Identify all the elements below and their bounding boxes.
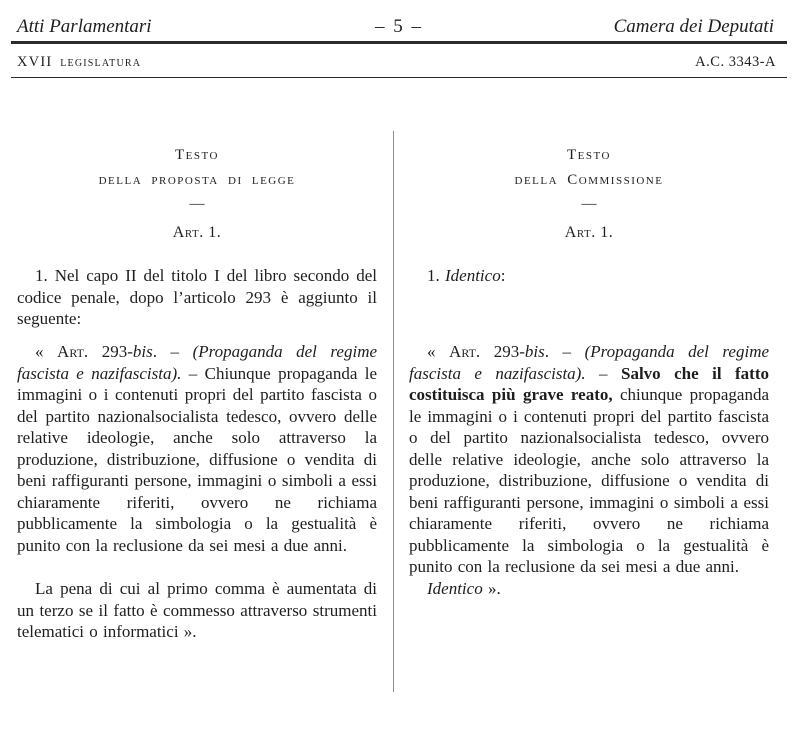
paragraph: « Art. 293-bis. – (Propaganda del regime fascista e nazifascista). – Salvo che il fatto costituisca più grave reato, chiunque propaganda le immagini o i contenuti propri del partito fascista o del partito nazionalsocialista tedesco, ovvero delle relative ideologie, anche solo attraverso la produzione, distribuzione, diffusione o vendita di beni raffiguranti persone, immagini o simboli a essi chiaramente riferiti, ovvero ne richiama pubblicamente la simbologia o la gestualità è punito con la reclusione da sei mesi a due anni. [409,342,770,576]
journal-title: Atti Parlamentari [17,16,152,37]
first-paragraph-row [17,265,377,341]
heading-dash: — [581,196,597,212]
comparison-columns [0,78,798,643]
article-heading: Art. 1. [172,224,222,241]
column-heading [17,143,377,193]
column-heading [409,143,769,193]
act-number: A.C. 3343-A [695,54,776,70]
column-proposta-di-legge [17,78,377,643]
page-header [0,0,798,78]
legislature-label: XVII legislatura [17,54,142,70]
paragraph: 1. Nel capo II del titolo I del libro secondo del codice penale, dopo l’articolo 293 è aggiunto il seguente: [17,266,377,328]
chamber-title: Camera dei Deputati [613,16,774,37]
column-body [17,265,377,643]
column-commissione [409,78,769,643]
column-heading-line2: della Commissione [514,172,664,188]
column-heading-line1: Testo [567,147,611,163]
heading-dash: — [189,196,205,212]
article-heading: Art. 1. [564,224,614,241]
column-divider [393,131,394,692]
paragraph: « Art. 293-bis. – (Propaganda del regime fascista e nazifascista). – Chiunque propaganda le immagini o i contenuti propri del partito fascista o del partito nazionalsocialista tedesco, ovvero delle relative ideologie, anche solo attraverso la produzione, distribuzione, diffusione o vendita di beni raffiguranti persone, immagini o simboli a essi chiaramente riferiti, ovvero ne richiama pubblicamente la simbologia o la gestualità è punito con la reclusione da sei mesi a due anni. [17,342,378,555]
paragraph: 1. Identico: [427,266,506,285]
column-heading-line1: Testo [175,147,219,163]
column-body [409,265,769,599]
running-head [0,0,798,41]
first-paragraph-row [409,265,769,341]
page-number: – 5 – [375,16,423,37]
paragraph: La pena di cui al primo comma è aumentata di un terzo se il fatto è commesso attraverso strumenti telematici o informatici ». [17,579,377,641]
paragraph: Identico ». [427,578,501,598]
legislature-row [0,44,798,77]
column-heading-line2: della proposta di legge [98,172,296,188]
